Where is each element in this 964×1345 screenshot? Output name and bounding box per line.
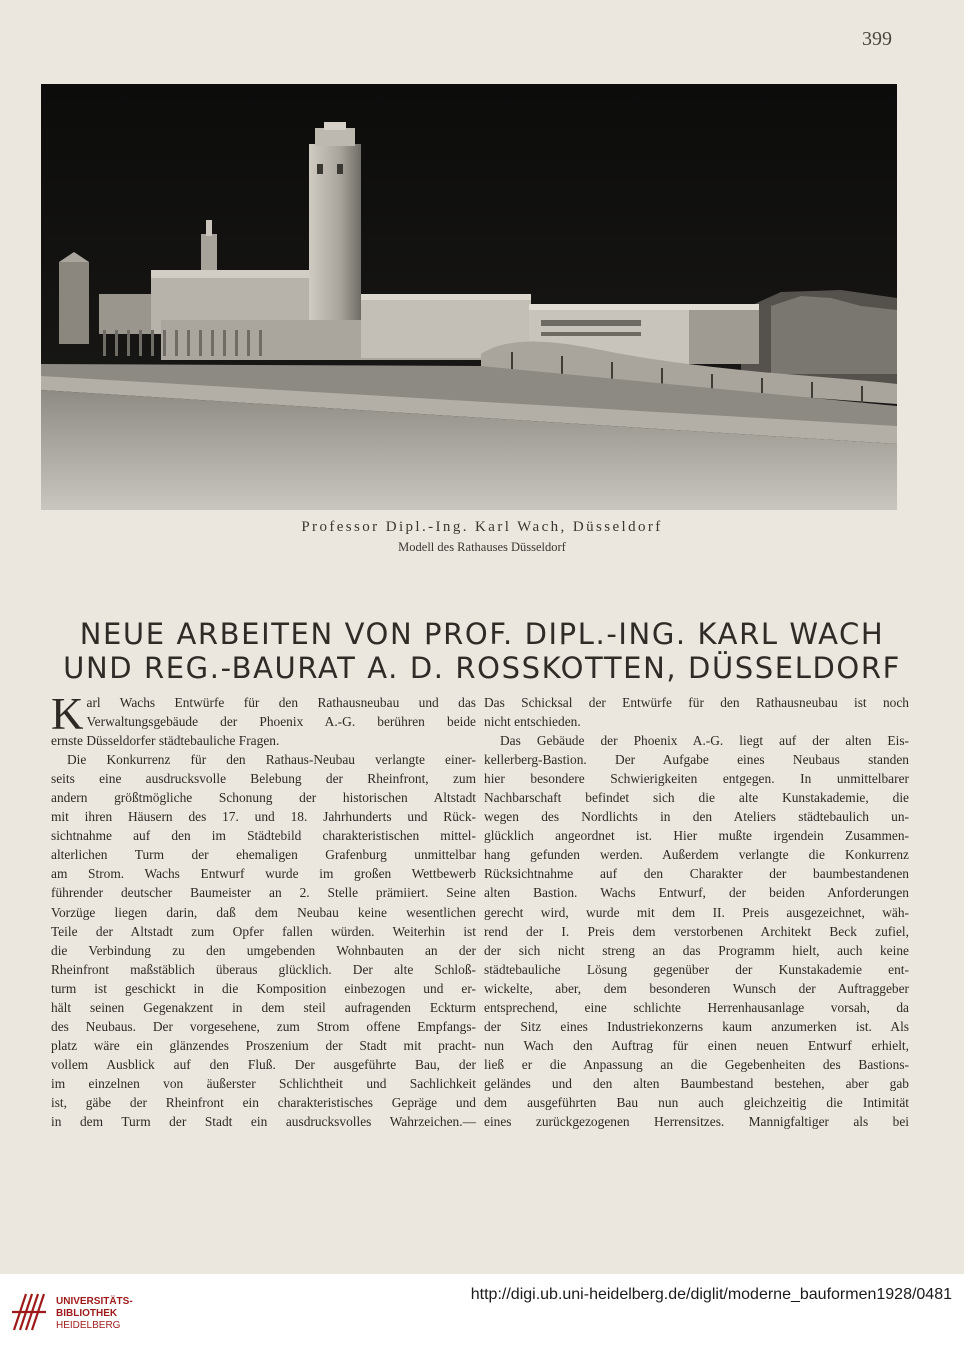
figure-caption-author: Professor Dipl.-Ing. Karl Wach, Düsseldorf — [301, 519, 663, 535]
figure-caption-title: Modell des Rathauses Düsseldorf — [398, 540, 566, 554]
text-line: sichtnahme auf den im Städtebild charakteristischen mittel- — [51, 828, 476, 844]
text-line: führender deutscher Baumeister an 2. Stelle prämiiert. Seine — [51, 885, 476, 901]
article-headline-line2: UND REG.-BAURAT A. D. ROSSKOTTEN, DÜSSELDORF — [63, 651, 901, 685]
text-line: der sich nicht streng an das Programm hielt, auch keine — [484, 942, 909, 958]
text-line: Rheinfront maßstäblich überaus glücklich. Der alte Schloß- — [51, 961, 476, 977]
text-line: Nachbarschaft befindet sich die alte Kunstakademie, die — [484, 790, 909, 806]
logo-line-university: UNIVERSITÄTS- — [56, 1296, 133, 1307]
text-line: gerecht wird, wurde mit dem II. Preis ausgezeichnet, wäh- — [484, 904, 909, 920]
article-right-column — [484, 693, 909, 1131]
text-line: wegen des Nordlichts in den Ateliers städtebaulich un- — [484, 809, 909, 825]
text-line: hang gefunden werden. Außerdem verlangte die Konkurrenz — [484, 847, 909, 863]
text-line: im einzelnen von äußerster Schlichtheit und Sachlichkeit — [51, 1075, 476, 1091]
text-line: Die Konkurrenz für den Rathaus-Neubau verlangte einer- — [67, 752, 476, 768]
text-line: turm ist geschickt in die Komposition einbezogen und er- — [51, 980, 476, 996]
text-line: glücklich angeordnet ist. Hier mußte irgendein Zusammen- — [484, 828, 909, 844]
text-line: am Strom. Wachs Entwurf wurde im großen Wettbewerb — [51, 866, 476, 882]
text-line: alten Bastion. Wachs Entwurf, der beiden Anforderungen — [484, 885, 909, 901]
page-number: 399 — [862, 28, 892, 50]
article-left-column — [51, 689, 476, 1131]
text-line: vollem Ausblick auf den Fluß. Der ausgeführte Bau, der — [51, 1056, 476, 1072]
source-url-link[interactable]: http://digi.ub.uni-heidelberg.de/diglit/moderne_bauformen1928/0481 — [470, 1286, 952, 1303]
text-line: seits eine ausdrucksvolle Belebung der Rheinfront, zum — [51, 771, 476, 787]
text-line: ließ er die Anpassung an die Gegebenheiten des Bastions- — [484, 1056, 909, 1072]
text-line: hält seinen Gegenakzent in dem steil aufragenden Eckturm — [51, 999, 476, 1015]
text-line: nicht entschieden. — [484, 714, 581, 730]
text-line: andern größtmögliche Schonung der historischen Altstadt — [51, 790, 476, 806]
article-headline-line1: NEUE ARBEITEN VON PROF. DIPL.-ING. KARL WACH — [79, 617, 885, 651]
text-line: rend der I. Preis dem verstorbenen Architekt Beck zufiel, — [484, 923, 909, 939]
logo-line-city: HEIDELBERG — [56, 1320, 121, 1331]
text-line: alterlichen Turm der ehemaligen Grafenburg unmittelbar — [51, 847, 476, 863]
university-library-logo-icon — [10, 1290, 50, 1334]
text-line: in dem Turm der Stadt ein ausdrucksvolles Wahrzeichen.— — [51, 1114, 476, 1130]
text-line: dem ausgeführten Bau nun auch gleichzeitig die Intimität — [484, 1094, 909, 1110]
text-line: nun Wach den Auftrag für einen neuen Entwurf erhielt, — [484, 1037, 909, 1053]
text-line: Das Schicksal der Entwürfe für den Rathausneubau ist noch — [484, 695, 909, 710]
text-line: ernste Düsseldorfer städtebauliche Fragen. — [51, 733, 280, 749]
text-line: hier besondere Schwierigkeiten entgegen. In unmittelbarer — [484, 771, 909, 787]
logo-line-library: BIBLIOTHEK — [56, 1308, 118, 1319]
text-line: Vorzüge liegen darin, daß dem Neubau keine wesentlichen — [51, 904, 476, 920]
library-logo-text — [56, 1296, 133, 1332]
text-line: platz wäre ein glänzendes Proszenium der Stadt mit pracht- — [51, 1037, 476, 1053]
model-photo-illustration — [41, 84, 897, 510]
text-line: des Neubaus. Der vorgesehene, zum Strom offene Empfangs- — [51, 1018, 476, 1034]
text-line: kellerberg-Bastion. Der Aufgabe eines Neubaus standen — [484, 752, 909, 768]
text-line: geländes und den alten Baumbestand bestehen, aber gab — [484, 1075, 909, 1091]
text-line: die Verbindung zu den umgebenden Wohnbauten an der — [51, 942, 476, 958]
rathaus-model-photo — [41, 84, 897, 510]
text-line: der Sitz eines Industriekonzerns kaum anzumerken ist. Als — [484, 1018, 909, 1034]
text-line: Verwaltungsgebäude der Phoenix A.-G. berühren beide — [86, 714, 476, 730]
text-line: mit ihren Häusern des 17. und 18. Jahrhunderts und Rück- — [51, 809, 476, 825]
text-line: Rücksichtnahme auf den Charakter der baumbestandenen — [484, 866, 909, 882]
dropcap: K — [51, 689, 84, 739]
text-line: eines zurückgezogenen Herrensitzes. Mannigfaltiger als bei — [484, 1114, 909, 1130]
text-line: Das Gebäude der Phoenix A.-G. liegt auf der alten Eis- — [500, 733, 909, 749]
text-line: ist, gäbe der Rheinfront ein charakteristisches Gepräge und — [51, 1094, 476, 1110]
text-line: entsprechend, eine schlichte Herrenhausanlage vorsah, da — [484, 999, 909, 1015]
text-line: wickelte, aber, dem besonderen Wunsch der Auftraggeber — [484, 980, 909, 996]
text-line: arl Wachs Entwürfe für den Rathausneubau und das — [86, 695, 476, 710]
library-footer — [0, 1274, 964, 1345]
text-line: Teile der Altstadt zum Opfer fallen würden. Weiterhin ist — [51, 923, 476, 939]
text-line: städtebauliche Lösung gegenüber der Kunstakademie ent- — [484, 961, 909, 977]
